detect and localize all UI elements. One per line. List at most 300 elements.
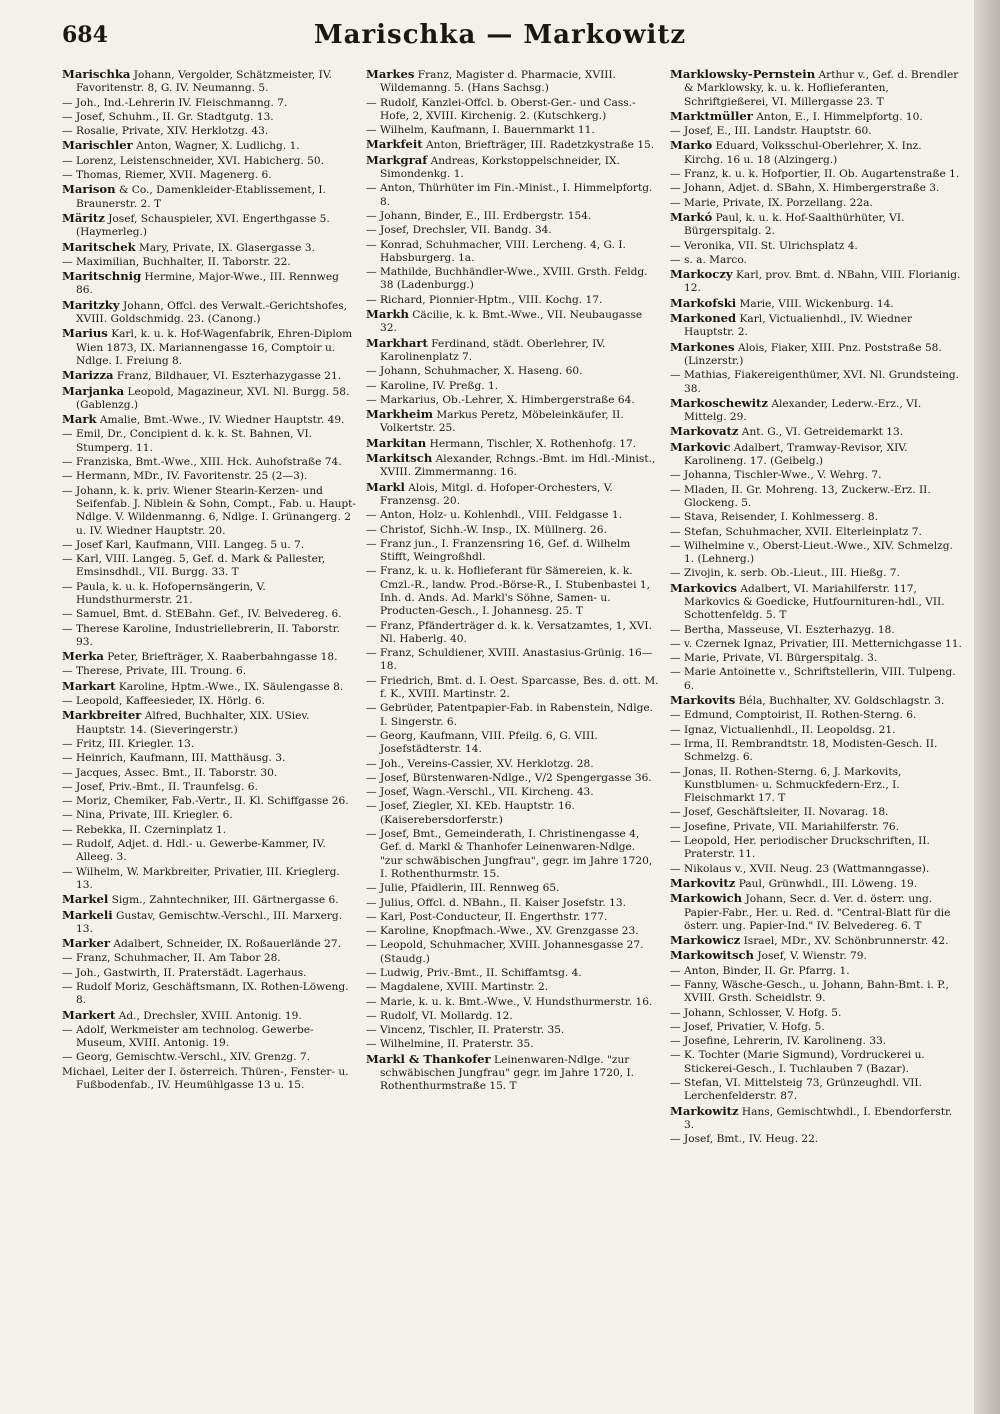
- entry-text: — Josef, Bmt., IV. Heug. 22.: [670, 1133, 819, 1146]
- directory-entry: [62, 695, 356, 708]
- entry-text: — Josef, Bmt., Gemeinderath, I. Christinengasse 4, Gef. d. Markl & Thanhofer Leinenwaren-Ndlge. "zur schwäbischen Jungfrau", gegr. im Jahre 1720, I. Rothenthurmstr. 15.: [366, 828, 653, 880]
- entry-surname: Markitsch: [366, 451, 433, 466]
- directory-entry: [366, 224, 660, 237]
- entry-text: Sigm., Zahntechniker, III. Gärtnergasse 6.: [111, 894, 339, 907]
- entry-text: — K. Tochter (Marie Sigmund), Vordruckerei u. Stickerei-Gesch., I. Tuchlauben 7 (Bazar).: [670, 1049, 925, 1075]
- entry-text: Markus Peretz, Möbeleinkäufer, II. Volkertstr. 25.: [380, 409, 624, 435]
- directory-entry: [670, 806, 964, 819]
- entry-text: — Rudolf, Kanzlei-Offcl. b. Oberst-Ger.- und Cass.-Hofe, 2, XVIII. Kirchenig. 2. (Kutschkerg.): [366, 96, 636, 122]
- directory-entry: [366, 97, 660, 124]
- directory-entry: [670, 254, 964, 267]
- entry-text: — Josef, Ziegler, XI. KEb. Hauptstr. 16. (Kaiserebersdorferstr.): [366, 800, 575, 826]
- directory-entry: [366, 452, 660, 480]
- directory-entry: [366, 758, 660, 771]
- directory-entry: [62, 665, 356, 678]
- entry-text: Adalbert, Schneider, IX. Roßauerlände 27.: [113, 938, 341, 951]
- entry-surname: Märitz: [62, 210, 105, 225]
- entry-text: — s. a. Marco.: [670, 253, 747, 266]
- entry-text: — Nina, Private, III. Kriegler. 6.: [62, 809, 233, 822]
- entry-text: — Moriz, Chemiker, Fab.-Vertr., II. Kl. Schiffgasse 26.: [62, 795, 349, 808]
- directory-entry: [670, 892, 964, 933]
- entry-text: & Co., Damenkleider-Etablissement, I. Braunerstr. 2. T: [76, 184, 326, 210]
- entry-surname: Markovic: [670, 439, 731, 454]
- directory-entry: [670, 1105, 964, 1133]
- entry-text: — Magdalene, XVIII. Martinstr. 2.: [366, 981, 549, 994]
- directory-entry: [366, 800, 660, 827]
- directory-entry: [62, 413, 356, 427]
- directory-entry: [62, 581, 356, 608]
- directory-entry: [62, 299, 356, 327]
- directory-entry: [670, 341, 964, 369]
- directory-entry: [366, 210, 660, 223]
- entry-text: — Stefan, VI. Mittelsteig 73, Grünzeughdl. VII. Lerchenfelderstr. 87.: [670, 1077, 922, 1103]
- directory-entry: [366, 911, 660, 924]
- entry-text: Peter, Briefträger, X. Raaberbahngasse 18.: [107, 651, 338, 664]
- entry-text: — Hermann, MDr., IV. Favoritenstr. 25 (2—3).: [62, 470, 308, 483]
- directory-entry: [670, 666, 964, 693]
- directory-entry: [670, 582, 964, 623]
- entry-surname: Markofski: [670, 295, 737, 310]
- directory-entry: [366, 538, 660, 565]
- directory-entry: [670, 441, 964, 469]
- entry-surname: Markeli: [62, 907, 113, 922]
- entry-text: — Franz, k. u. k. Hoflieferant für Sämereien, k. k. Cmzl.-R., landw. Prod.-Börse-R., I. Stubenbastei 1, Inh. d. Ands. Ad. Markl's Söhne, Samen- u. Producten-Gesch., I. Johannesg. 25. T: [366, 565, 650, 618]
- entry-surname: Markhart: [366, 335, 428, 350]
- entry-text: — Josef, E., III. Landstr. Hauptstr. 60.: [670, 125, 872, 138]
- entry-text: Johann, Secr. d. Ver. d. österr. ung. Papier-Fabr., Her. u. Red. d. "Central-Blatt für die österr. ung. Papier-Ind." IV. Belvedereg. 6. T: [684, 893, 951, 932]
- directory-entry: [62, 125, 356, 138]
- entry-text: — Anton, Holz- u. Kohlenhdl., VIII. Feldgasse 1.: [366, 509, 622, 522]
- entry-text: — Marie, k. u. k. Bmt.-Wwe., V. Hundsthurmerstr. 16.: [366, 995, 653, 1008]
- entry-text: — Josefine, Private, VII. Mariahilferstr. 76.: [670, 820, 900, 833]
- entry-surname: Markowich: [670, 891, 743, 906]
- directory-entry: [366, 481, 660, 509]
- directory-entry: [670, 68, 964, 109]
- directory-entry: [670, 567, 964, 580]
- directory-entry: [670, 182, 964, 195]
- directory-entry: [366, 967, 660, 980]
- entry-surname: Markovitz: [670, 875, 736, 890]
- entry-surname: Marison: [62, 182, 116, 197]
- directory-entry: [62, 608, 356, 621]
- directory-entry: [62, 866, 356, 893]
- directory-entry: [62, 327, 356, 368]
- entry-text: — Wilhelm, W. Markbreiter, Privatier, III. Krieglerg. 13.: [62, 865, 340, 891]
- directory-entry: [670, 694, 964, 708]
- entry-text: — Therese Karoline, Industriellebrerin, II. Taborstr. 93.: [62, 622, 340, 648]
- entry-text: Paul, k. u. k. Hof-Saalthürhüter, VI. Bürgerspitalg. 2.: [684, 211, 905, 238]
- directory-entry: [62, 767, 356, 780]
- entry-text: Arthur v., Gef. d. Brendler & Marklowsky, k. u. k. Hoflieferanten, Schriftgießerei, VI. Millergasse 23. T: [684, 69, 959, 108]
- entry-text: Anton, Wagner, X. Ludlichg. 1.: [136, 140, 300, 153]
- entry-text: — Franz, k. u. k. Hofportier, II. Ob. Augartenstraße 1.: [670, 168, 960, 181]
- entry-text: — Mathias, Fiakereigenthümer, XVI. Nl. Grundsteing. 38.: [670, 369, 960, 395]
- directory-entry: [366, 337, 660, 365]
- directory-entry: [670, 526, 964, 539]
- entry-text: — Franziska, Bmt.-Wwe., XIII. Hck. Auhofstraße 74.: [62, 456, 342, 469]
- entry-text: — Johann, Schuhmacher, X. Haseng. 60.: [366, 365, 583, 378]
- entry-surname: Markones: [670, 339, 735, 354]
- entry-text: Hermann, Tischler, X. Rothenhofg. 17.: [429, 437, 637, 450]
- directory-entry: [62, 1024, 356, 1051]
- column-middle: [366, 68, 660, 1095]
- entry-text: — Joh., Ind.-Lehrerin IV. Fleischmanng. 7.: [62, 96, 288, 109]
- directory-entry: [670, 624, 964, 637]
- entry-text: Paul, Grünwhdl., III. Löweng. 19.: [738, 877, 918, 890]
- entry-text: — Lorenz, Leistenschneider, XVI. Habicherg. 50.: [62, 154, 324, 167]
- entry-text: Hans, Gemischtwhdl., I. Ebendorferstr. 3.: [684, 1105, 953, 1131]
- directory-entry: [366, 925, 660, 938]
- directory-entry: [366, 154, 660, 182]
- entry-text: — Leopold, Her. periodischer Druckschriften, II. Praterstr. 11.: [670, 835, 930, 861]
- directory-entry: [62, 385, 356, 413]
- entry-text: — Konrad, Schuhmacher, VIII. Lercheng. 4, G. I. Habsburgerg. 1a.: [366, 238, 626, 264]
- directory-entry: [62, 212, 356, 240]
- entry-text: — Gebrüder, Patentpapier-Fab. in Rabenstein, Ndlge. I. Singerstr. 6.: [366, 702, 654, 728]
- entry-text: — Karl, VIII. Langeg. 5, Gef. d. Mark & Pallester, Emsinsdhdl., VII. Burgg. 33. T: [62, 553, 326, 579]
- entry-text: — Fritz, III. Kriegler. 13.: [62, 737, 195, 750]
- entry-text: — Rudolf Moriz, Geschäftsmann, IX. Rothen-Löweng. 8.: [62, 981, 349, 1007]
- directory-entry: [670, 268, 964, 296]
- entry-surname: Maritzky: [62, 297, 120, 312]
- entry-text: Josef, V. Wienstr. 79.: [757, 950, 867, 963]
- entry-text: — Johann, Schlosser, V. Hofg. 5.: [670, 1006, 842, 1019]
- entry-surname: Markó: [670, 209, 713, 224]
- entry-text: — Jacques, Assec. Bmt., II. Taborstr. 30.: [62, 766, 278, 779]
- column-right: [670, 68, 964, 1148]
- directory-entry: [62, 650, 356, 664]
- entry-text: — Adolf, Werkmeister am technolog. Gewerbe-Museum, XVIII. Antonig. 19.: [62, 1023, 314, 1050]
- directory-entry: [62, 485, 356, 538]
- directory-entry: [366, 408, 660, 436]
- entry-text: — Julie, Pfaidlerin, III. Rennweg 65.: [366, 882, 560, 895]
- entry-surname: Marker: [62, 936, 110, 951]
- entry-surname: Markes: [366, 67, 415, 81]
- directory-entry: [62, 680, 356, 694]
- directory-entry: [62, 456, 356, 469]
- entry-surname: Markl & Thankofer: [366, 1051, 491, 1066]
- entry-text: — Joh., Vereins-Cassier, XV. Herklotzg. 28.: [366, 757, 594, 770]
- directory-entry: [62, 68, 356, 96]
- directory-entry: [366, 138, 660, 152]
- entry-text: — Franz, Schuldiener, XVIII. Anastasius-Grünig. 16—18.: [366, 647, 653, 673]
- entry-text: Marie, VIII. Wickenburg. 14.: [739, 297, 894, 310]
- directory-entry: [366, 828, 660, 881]
- directory-entry: [670, 312, 964, 340]
- entry-text: Ad., Drechsler, XVIII. Antonig. 19.: [118, 1009, 302, 1022]
- directory-entry: [670, 540, 964, 567]
- entry-text: Israel, MDr., XV. Schönbrunnerstr. 42.: [743, 935, 949, 948]
- entry-text: — Irma, II. Rembrandtstr. 18, Modisten-Gesch. II. Schmelzg. 6.: [670, 737, 938, 764]
- entry-text: Karl, prov. Bmt. d. NBahn, VIII. Florianig. 12.: [684, 269, 961, 295]
- entry-text: — Christof, Sichh.-W. Insp., IX. Müllnerg. 26.: [366, 523, 607, 536]
- entry-text: Béla, Buchhalter, XV. Goldschlagstr. 3.: [738, 695, 945, 708]
- directory-entry: [366, 981, 660, 994]
- entry-text: — Leopold, Schuhmacher, XVIII. Johannesgasse 27. (Staudg.): [366, 939, 644, 965]
- directory-entry: [670, 766, 964, 806]
- entry-surname: Markowitz: [670, 1103, 739, 1118]
- entry-surname: Markowicz: [670, 933, 741, 948]
- entry-surname: Markel: [62, 892, 109, 907]
- directory-entry: [62, 428, 356, 455]
- entry-text: Gustav, Gemischtw.-Verschl., III. Marxerg. 13.: [76, 909, 343, 935]
- entry-text: Alois, Fiaker, XIII. Pnz. Poststraße 58. (Linzerstr.): [684, 341, 942, 367]
- directory-entry: [366, 675, 660, 702]
- directory-entry: [62, 169, 356, 182]
- directory-entry: [62, 1009, 356, 1023]
- entry-surname: Markert: [62, 1007, 116, 1022]
- entry-text: Josef, Schauspieler, XVI. Engerthgasse 5. (Haymerleg.): [76, 212, 330, 239]
- directory-entry: [670, 709, 964, 722]
- entry-text: — Markarius, Ob.-Lehrer, X. Himbergerstraße 64.: [366, 393, 635, 406]
- entry-text: — Maximilian, Buchhalter, II. Taborstr. 22.: [62, 255, 291, 268]
- entry-text: — Josef, Wagn.-Verschl., VII. Kircheng. 43.: [366, 786, 594, 799]
- directory-entry: [670, 168, 964, 181]
- directory-entry: [366, 524, 660, 537]
- entry-text: Ferdinand, städt. Oberlehrer, IV. Karolinenplatz 7.: [380, 337, 606, 363]
- directory-entry: [62, 111, 356, 124]
- entry-text: — Wilhelmine, II. Praterstr. 35.: [366, 1038, 534, 1051]
- entry-text: — Marie, Private, IX. Porzellang. 22a.: [670, 196, 873, 209]
- directory-entry: [670, 110, 964, 124]
- entry-surname: Markfeit: [366, 137, 423, 152]
- directory-entry: [62, 270, 356, 298]
- entry-text: — Josef, Drechsler, VII. Bandg. 34.: [366, 224, 552, 237]
- directory-entry: [366, 1024, 660, 1037]
- entry-text: — Josef Karl, Kaufmann, VIII. Langeg. 5 u. 7.: [62, 538, 305, 551]
- entry-text: Adalbert, VI. Mariahilferstr. 117, Markovics & Goedicke, Hutfournituren-hdl., VII. Schottenfeldg. 5. T: [684, 582, 945, 622]
- entry-text: — v. Czernek Ignaz, Privatier, III. Metternichgasse 11.: [670, 637, 962, 650]
- entry-text: — Ludwig, Priv.-Bmt., II. Schiffamtsg. 4.: [366, 967, 582, 979]
- directory-entry: [62, 838, 356, 865]
- directory-entry: [366, 565, 660, 618]
- directory-entry: [366, 897, 660, 910]
- directory-entry: [670, 821, 964, 834]
- directory-entry: [366, 1053, 660, 1094]
- entry-text: Adalbert, Tramway-Revisor, XIV. Karolineng. 17. (Geibelg.): [684, 441, 908, 468]
- entry-surname: Markitan: [366, 435, 427, 450]
- directory-entry: [62, 623, 356, 650]
- directory-entry: [62, 781, 356, 794]
- directory-entry: [62, 183, 356, 211]
- entry-text: Hermine, Major-Wwe., III. Rennweg 86.: [76, 271, 339, 297]
- entry-text: — Stefan, Schuhmacher, XVII. Elterleinplatz 7.: [670, 525, 922, 538]
- directory-entry: [366, 786, 660, 799]
- entry-surname: Marjanka: [62, 383, 125, 398]
- directory-entry: [62, 809, 356, 822]
- directory-entry: [62, 369, 356, 383]
- directory-entry: [62, 709, 356, 737]
- directory-entry: [62, 937, 356, 951]
- entry-surname: Marius: [62, 326, 108, 341]
- directory-entry: [670, 835, 964, 862]
- directory-entry: [670, 397, 964, 425]
- directory-entry: [670, 877, 964, 891]
- directory-entry: [670, 211, 964, 239]
- directory-entry: [670, 652, 964, 665]
- directory-entry: [670, 863, 964, 876]
- entry-surname: Maritschek: [62, 239, 136, 254]
- entry-surname: Markoschewitz: [670, 395, 768, 410]
- entry-text: — Mladen, II. Gr. Mohreng. 13, Zuckerw.-Erz. II. Glockeng. 5.: [670, 483, 931, 509]
- entry-surname: Marktmüller: [670, 108, 753, 123]
- directory-entry: [670, 949, 964, 963]
- entry-text: Alfred, Buchhalter, XIX. USiev. Hauptstr. 14. (Sieveringerstr.): [76, 710, 310, 736]
- entry-text: — Josef, Bürstenwaren-Ndlge., V/2 Spengergasse 36.: [366, 771, 652, 784]
- directory-entry: [62, 256, 356, 269]
- entry-text: — Therese, Private, III. Troung. 6.: [62, 665, 247, 678]
- entry-text: — Joh., Gastwirth, II. Praterstädt. Lagerhaus.: [62, 966, 307, 979]
- entry-text: Leopold, Magazineur, XVI. Nl. Burgg. 58. (Gablenzg.): [76, 385, 350, 411]
- entry-text: Franz, Bildhauer, VI. Eszterhazygasse 21.: [116, 370, 342, 383]
- entry-text: — Rebekka, II. Czerninplatz 1.: [62, 823, 227, 836]
- directory-entry: [366, 1038, 660, 1051]
- entry-text: — Paula, k. u. k. Hofopernsängerin, V. Hundsthurmerstr. 21.: [62, 580, 266, 606]
- directory-entry: [62, 909, 356, 937]
- entry-surname: Marko: [670, 138, 713, 153]
- entry-text: Karl, k. u. k. Hof-Wagenfabrik, Ehren-Diplom Wien 1873, IX. Mariannengasse 16, Comptoir u. Ndlge. I. Freiung 8.: [76, 328, 353, 367]
- entry-text: — Georg, Gemischtw.-Verschl., XIV. Grenzg. 7.: [62, 1051, 311, 1064]
- directory-entry: [670, 425, 964, 439]
- entry-text: — Friedrich, Bmt. d. I. Oest. Sparcasse, Bes. d. ott. M. f. K., XVIII. Martinstr. 2.: [366, 674, 659, 701]
- directory-entry: [366, 394, 660, 407]
- directory-entry: [670, 1035, 964, 1048]
- entry-text: — Karoline, Knopfmach.-Wwe., XV. Grenzgasse 23.: [366, 925, 639, 938]
- directory-entry: [366, 996, 660, 1009]
- directory-entry: [366, 730, 660, 757]
- directory-entry: [366, 182, 660, 209]
- directory-entry: [366, 239, 660, 266]
- page-edge: [974, 0, 1000, 1414]
- directory-entry: [366, 772, 660, 785]
- page-number: 684: [62, 22, 108, 48]
- entry-surname: Markl: [366, 479, 405, 494]
- directory-entry: [670, 1049, 964, 1076]
- entry-text: — Marie, Private, VI. Bürgerspitalg. 3.: [670, 652, 878, 665]
- directory-entry: [62, 139, 356, 153]
- entry-text: — Ignaz, Victualienhdl., II. Leopoldsg. 21.: [670, 723, 896, 736]
- entry-text: — Vincenz, Tischler, II. Praterstr. 35.: [366, 1024, 565, 1037]
- entry-surname: Mark: [62, 412, 97, 427]
- entry-text: Anton, Briefträger, III. Radetzkystraße 15.: [426, 139, 655, 152]
- entry-surname: Merka: [62, 649, 104, 664]
- entry-text: Alois, Mitgl. d. Hofoper-Orchesters, V. Franzensg. 20.: [380, 481, 613, 507]
- entry-text: — Johanna, Tischler-Wwe., V. Wehrg. 7.: [670, 469, 882, 482]
- directory-entry: [366, 124, 660, 137]
- directory-entry: [62, 893, 356, 907]
- entry-text: — Thomas, Riemer, XVII. Magenerg. 6.: [62, 169, 272, 182]
- entry-surname: Markovatz: [670, 424, 739, 439]
- directory-entry: [62, 981, 356, 1008]
- entry-text: Anton, E., I. Himmelpfortg. 10.: [756, 110, 923, 123]
- entry-surname: Markoczy: [670, 267, 733, 282]
- entry-text: — Wilhelm, Kaufmann, I. Bauernmarkt 11.: [366, 124, 595, 137]
- entry-text: Johann, Vergolder, Schätzmeister, IV. Favoritenstr. 8, G. IV. Neumanng. 5.: [76, 69, 333, 95]
- entry-text: — Josef, Geschäftsleiter, II. Novarag. 18.: [670, 806, 889, 819]
- directory-entry: [366, 882, 660, 895]
- directory-entry: [62, 824, 356, 837]
- entry-text: — Franz, Pfänderträger d. k. k. Versatzamtes, 1, XVI. Nl. Haberlg. 40.: [366, 619, 652, 645]
- directory-entry: [366, 437, 660, 451]
- directory-entry: [670, 934, 964, 948]
- directory-entry: [670, 240, 964, 253]
- directory-entry: [670, 1021, 964, 1034]
- entry-text: Leinenwaren-Ndlge. "zur schwäbischen Jungfrau" gegr. im Jahre 1720, I. Rothenthurmstraße 15. T: [380, 1053, 635, 1093]
- entry-surname: Marischka: [62, 67, 131, 81]
- entry-text: Andreas, Korkstoppelschneider, IX. Simondenkg. 1.: [380, 154, 620, 181]
- entry-text: — Franz, Schuhmacher, II. Am Tabor 28.: [62, 952, 281, 965]
- entry-surname: Maritschnig: [62, 269, 142, 284]
- entry-text: Amalie, Bmt.-Wwe., IV. Wiedner Hauptstr. 49.: [99, 414, 345, 427]
- entry-text: Johann, Offcl. des Verwalt.-Gerichtshofes, XVIII. Goldschmidg. 23. (Canong.): [76, 299, 348, 326]
- entry-surname: Markart: [62, 678, 116, 693]
- directory-entry: [62, 738, 356, 751]
- entry-text: — Anton, Binder, II. Gr. Pfarrg. 1.: [670, 964, 850, 977]
- directory-entry: [366, 365, 660, 378]
- entry-text: — Rosalie, Private, XIV. Herklotzg. 43.: [62, 125, 269, 138]
- directory-entry: [366, 1010, 660, 1023]
- entry-text: — Josef, Privatier, V. Hofg. 5.: [670, 1020, 825, 1033]
- directory-entry: [366, 939, 660, 966]
- directory-entry: [670, 484, 964, 511]
- directory-entry: [670, 979, 964, 1006]
- directory-entry: [670, 469, 964, 482]
- directory-entry: [366, 647, 660, 674]
- entry-text: Michael, Leiter der I. österreich. Thüren-, Fenster- u. Fußbodenfab., IV. Heumühlgasse 13 u. 15.: [62, 1065, 349, 1092]
- directory-entry: [670, 369, 964, 396]
- entry-text: Ant. G., VI. Getreidemarkt 13.: [741, 426, 904, 439]
- directory-entry: [670, 1077, 964, 1104]
- entry-text: — Rudolf, VI. Mollardg. 12.: [366, 1009, 513, 1022]
- directory-entry: [670, 724, 964, 737]
- entry-text: — Zivojin, k. serb. Ob.-Lieut., III. Hießg. 7.: [670, 567, 900, 580]
- page-title: Marischka — Markowitz: [313, 20, 687, 50]
- entry-text: — Heinrich, Kaufmann, III. Matthäusg. 3.: [62, 752, 286, 765]
- directory-entry: [366, 509, 660, 522]
- directory-entry: [62, 752, 356, 765]
- directory-entry: [366, 308, 660, 336]
- entry-text: — Nikolaus v., XVII. Neug. 23 (Wattmanngasse).: [670, 862, 930, 875]
- directory-entry: [670, 197, 964, 210]
- directory-entry: [62, 97, 356, 110]
- entry-surname: Marischler: [62, 138, 133, 153]
- directory-entry: [366, 380, 660, 393]
- directory-entry: [670, 1007, 964, 1020]
- directory-entry: [670, 297, 964, 311]
- directory-entry: [670, 638, 964, 651]
- directory-entry: [62, 952, 356, 965]
- directory-entry: [62, 155, 356, 168]
- directory-entry: [62, 470, 356, 483]
- entry-text: — Wilhelmine v., Oberst-Lieut.-Wwe., XIV. Schmelzg. 1. (Lehnerg.): [670, 539, 953, 566]
- directory-entry: [670, 1133, 964, 1146]
- entry-text: — Leopold, Kaffeesieder, IX. Hörlg. 6.: [62, 695, 265, 708]
- entry-text: Karoline, Hptm.-Wwe., IX. Säulengasse 8.: [118, 680, 344, 693]
- entry-text: — Georg, Kaufmann, VIII. Pfeilg. 6, G. VIII. Josefstädterstr. 14.: [366, 729, 598, 756]
- entry-text: — Stava, Reisender, I. Kohlmesserg. 8.: [670, 511, 878, 524]
- entry-text: — Josef, Priv.-Bmt., II. Traunfelsg. 6.: [62, 780, 258, 793]
- directory-entry: [366, 68, 660, 96]
- directory-entry: [62, 1066, 356, 1093]
- entry-text: Mary, Private, IX. Glasergasse 3.: [139, 241, 315, 254]
- entry-surname: Markheim: [366, 407, 433, 422]
- entry-surname: Markbreiter: [62, 708, 142, 723]
- directory-entry: [366, 266, 660, 293]
- directory-entry: [366, 620, 660, 647]
- entry-text: — Josefine, Lehrerin, IV. Karolineng. 33.: [670, 1035, 887, 1048]
- entry-text: Franz, Magister d. Pharmacie, XVIII. Wildemanng. 5. (Hans Sachsg.): [380, 69, 617, 95]
- directory-entry: [670, 125, 964, 138]
